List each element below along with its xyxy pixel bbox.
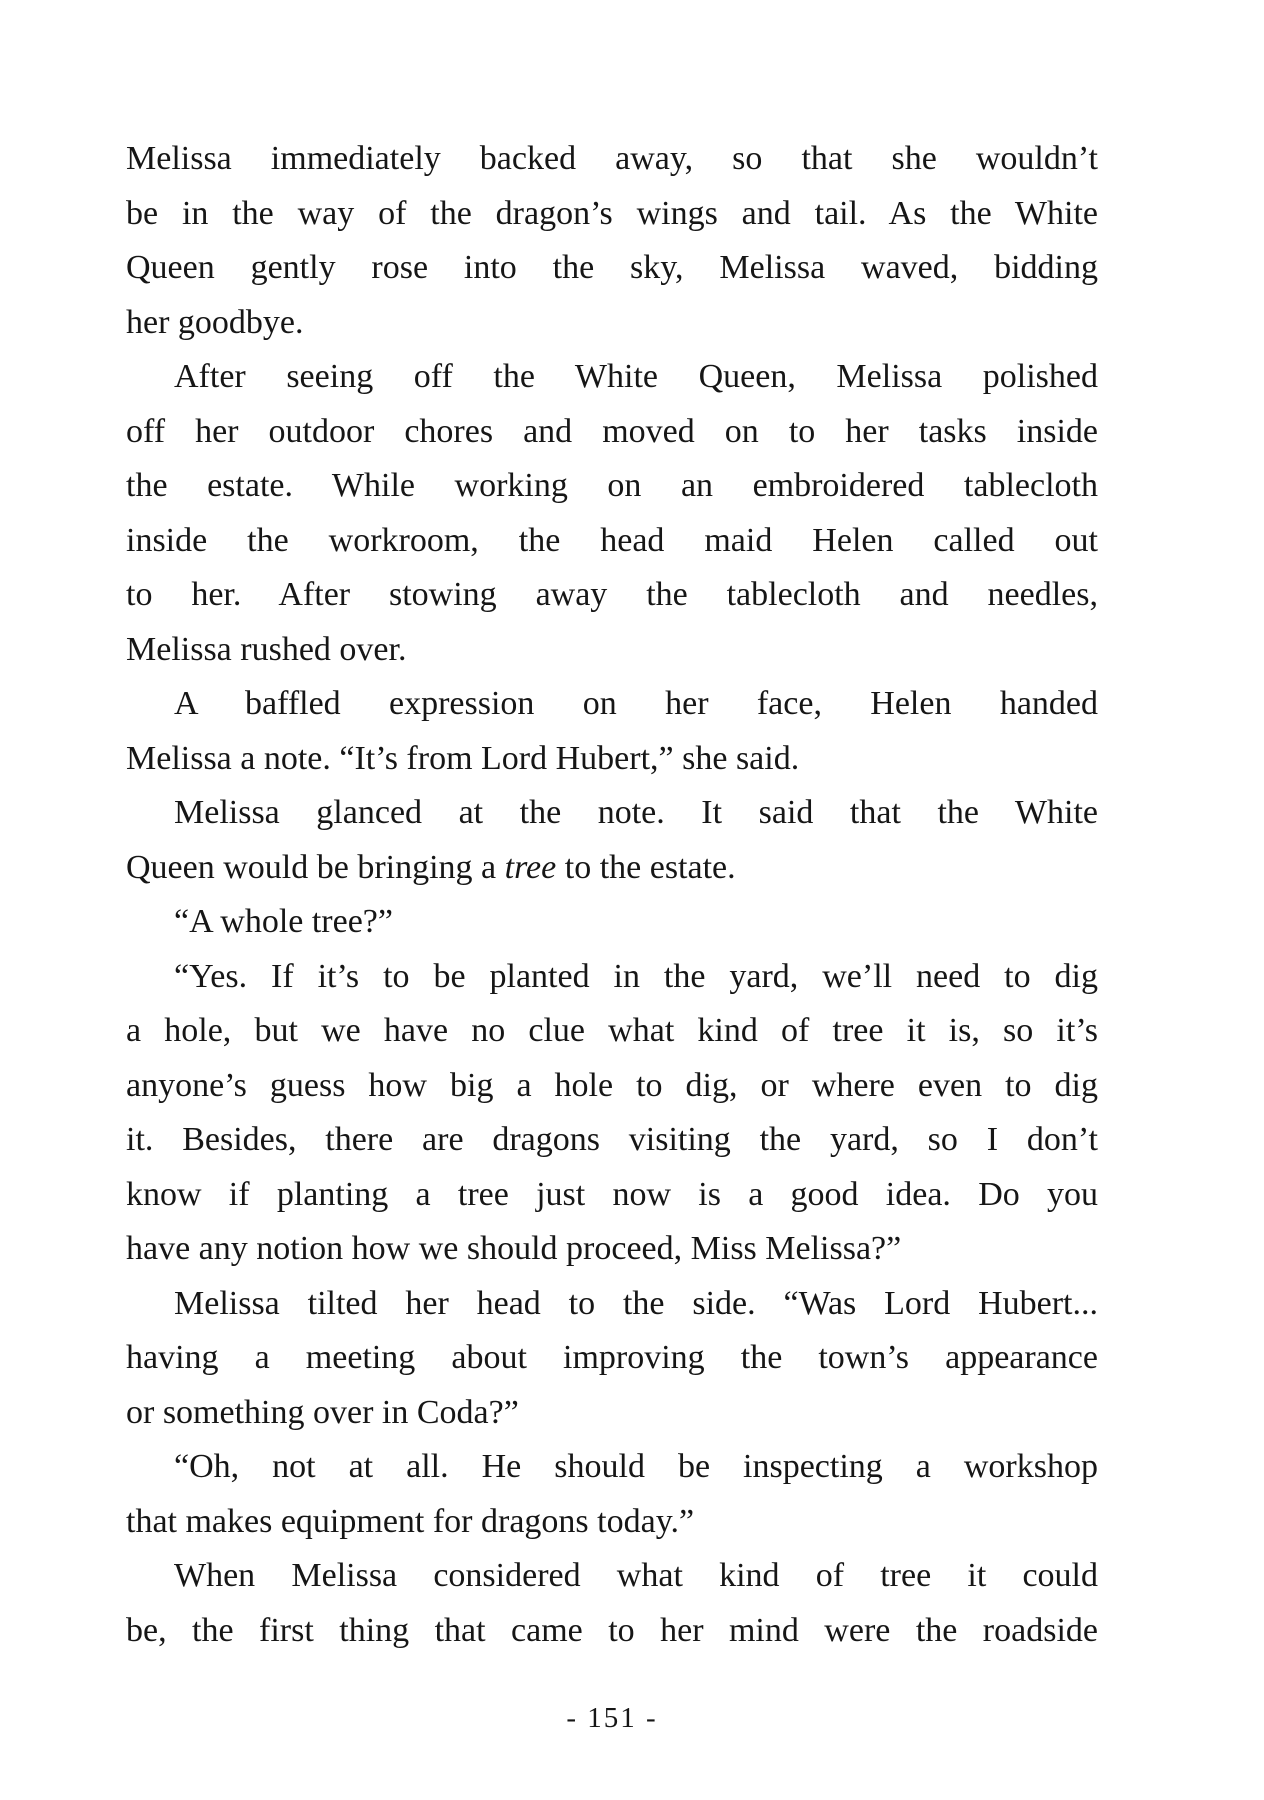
text-line <box>126 1495 1098 1550</box>
text-segment: that makes equipment for dragons today.” <box>126 1502 695 1540</box>
text-line <box>126 187 1098 242</box>
text-segment: After seeing off the White Queen, Melissa polished <box>174 358 1098 395</box>
text-segment: having a meeting about improving the town’s appearance <box>126 1339 1098 1376</box>
text-segment: Melissa tilted her head to the side. “Was Lord Hubert... <box>174 1284 1098 1322</box>
text-segment: a hole, but we have no clue what kind of tree it is, so it’s <box>126 1012 1098 1049</box>
text-line <box>126 677 1098 732</box>
text-line <box>126 1331 1098 1386</box>
text-segment: Melissa immediately backed away, so that she wouldn’t <box>126 140 1098 177</box>
text-line <box>126 1440 1098 1495</box>
text-line <box>126 1222 1098 1277</box>
text-segment: “Yes. If it’s to be planted in the yard, we’ll need to dig <box>174 957 1098 995</box>
text-line <box>126 241 1098 296</box>
text-line <box>126 1386 1098 1441</box>
text-line <box>126 1059 1098 1114</box>
text-segment: Melissa a note. “It’s from Lord Hubert,” she said. <box>126 739 800 777</box>
page-number: - 151 - <box>566 1702 658 1734</box>
text-line <box>126 350 1098 405</box>
text-line <box>126 841 1098 896</box>
text-line <box>126 568 1098 623</box>
text-segment: her goodbye. <box>126 303 304 341</box>
text-segment: anyone’s guess how big a hole to dig, or where even to dig <box>126 1066 1098 1104</box>
text-segment: be, the first thing that came to her mind were the roadside <box>126 1611 1098 1649</box>
text-segment: “A whole tree?” <box>174 903 393 940</box>
text-segment: Queen would be bringing a <box>126 848 505 886</box>
text-line <box>126 296 1098 351</box>
text-segment: Melissa rushed over. <box>126 630 407 668</box>
text-segment: off her outdoor chores and moved on to her tasks inside <box>126 412 1098 450</box>
text-segment: or something over in Coda?” <box>126 1393 519 1431</box>
text-line <box>126 1549 1098 1604</box>
text-line <box>126 1004 1098 1059</box>
text-segment: it. Besides, there are dragons visiting the yard, so I don’t <box>126 1121 1098 1158</box>
text-line <box>126 1604 1098 1659</box>
text-line <box>126 132 1098 187</box>
text-segment: Melissa glanced at the note. It said that the White <box>174 794 1098 831</box>
text-segment: Queen gently rose into the sky, Melissa waved, bidding <box>126 249 1098 286</box>
text-segment: the estate. While working on an embroidered tablecloth <box>126 467 1098 504</box>
text-line <box>126 623 1098 678</box>
text-segment: to the estate. <box>556 848 736 886</box>
text-line <box>126 1113 1098 1168</box>
text-segment: inside the workroom, the head maid Helen called out <box>126 521 1098 559</box>
text-segment: to her. After stowing away the tablecloth and needles, <box>126 576 1098 613</box>
text-segment: have any notion how we should proceed, Miss Melissa?” <box>126 1230 902 1267</box>
text-segment: A baffled expression on her face, Helen handed <box>174 685 1098 722</box>
text-line <box>126 514 1098 569</box>
text-segment: be in the way of the dragon’s wings and tail. As the White <box>126 194 1098 232</box>
text-line <box>126 1168 1098 1223</box>
italic-word: tree <box>504 848 557 886</box>
text-line <box>126 732 1098 787</box>
text-segment: When Melissa considered what kind of tree it could <box>174 1557 1098 1594</box>
text-line <box>126 405 1098 460</box>
text-segment: “Oh, not at all. He should be inspecting a workshop <box>174 1448 1098 1485</box>
text-line <box>126 1277 1098 1332</box>
text-line <box>126 786 1098 841</box>
text-line <box>126 950 1098 1005</box>
page-text <box>126 132 1098 1658</box>
text-segment: know if planting a tree just now is a good idea. Do you <box>126 1175 1098 1213</box>
text-line <box>126 895 1098 950</box>
text-line <box>126 459 1098 514</box>
